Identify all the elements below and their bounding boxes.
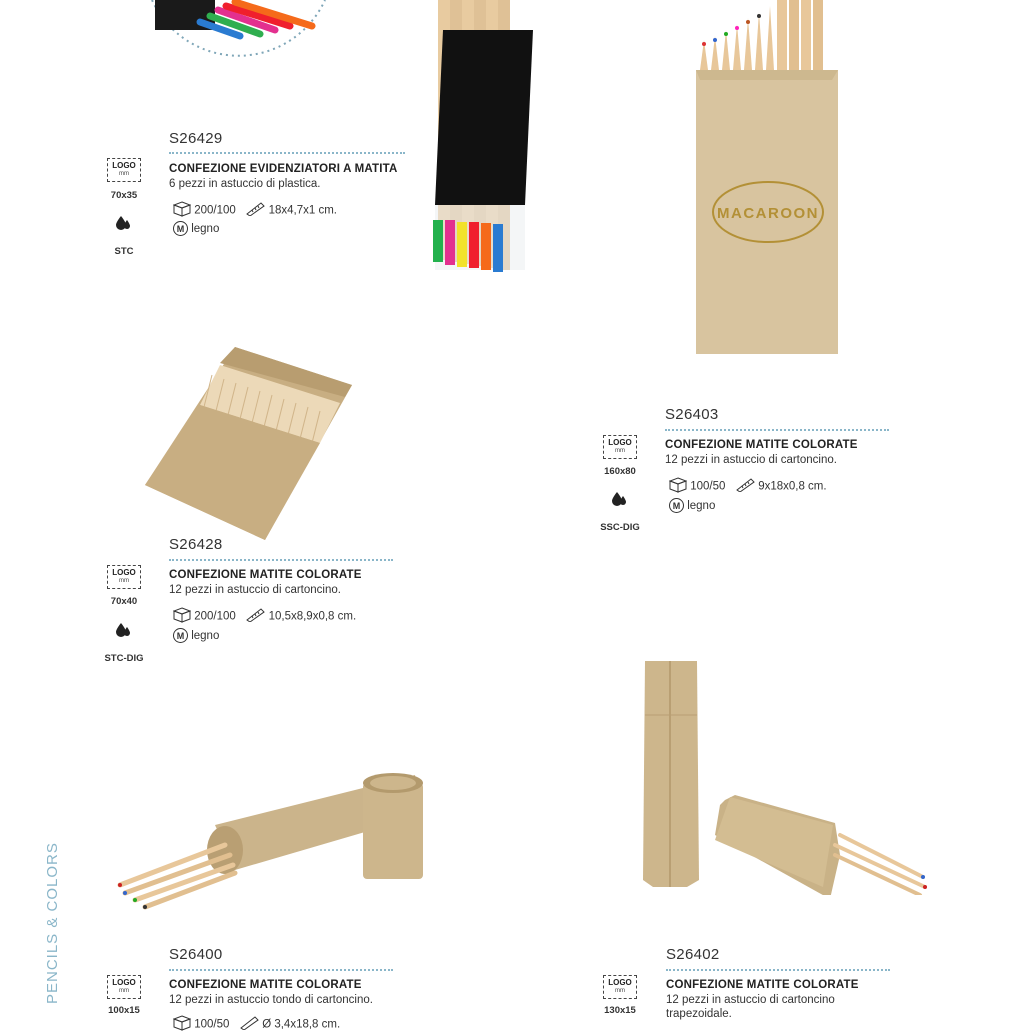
material-row (173, 221, 219, 236)
flat-pencil-pack-image (140, 345, 360, 545)
product-sku: S26402 (666, 946, 720, 963)
divider (169, 559, 393, 561)
product-sku: S26403 (665, 406, 719, 423)
pack-quantity: 100/50 (194, 1018, 230, 1031)
product-description: 6 pezzi in astuccio di plastica. (169, 178, 321, 190)
ink-drop-icon (115, 621, 133, 644)
product-size: Ø 3,4x18,8 cm. (262, 1018, 341, 1031)
macaroon-pack-image (690, 0, 840, 360)
material-text: legno (687, 500, 716, 512)
product-size: 9x18x0,8 cm. (758, 480, 827, 493)
logo-dimension: 70x40 (110, 596, 138, 607)
material-icon: M (669, 498, 684, 513)
logo-area-icon: LOGO mm (107, 565, 141, 589)
carton-icon (173, 1015, 191, 1034)
material-text: legno (191, 630, 220, 642)
pack-quantity: 200/100 (194, 204, 236, 217)
divider (666, 969, 890, 971)
logo-dimension: 70x35 (110, 190, 138, 201)
print-technique: SSC-DIG (600, 522, 640, 533)
print-technique: STC-DIG (104, 653, 144, 664)
product-title: CONFEZIONE EVIDENZIATORI A MATITA (169, 163, 398, 175)
print-technique: STC (114, 246, 134, 257)
product-description: 12 pezzi in astuccio tondo di cartoncino. (169, 994, 373, 1006)
logo-area-icon: LOGO mm (107, 975, 141, 999)
product-sku: S26428 (169, 536, 223, 553)
product-size: 10,5x8,9x0,8 cm. (268, 610, 357, 623)
ruler-icon (239, 1016, 259, 1033)
carton-icon (669, 477, 687, 496)
divider (169, 969, 393, 971)
pack-quantity: 100/50 (690, 480, 726, 493)
logo-dimension: 130x15 (604, 1005, 636, 1016)
logo-area-icon: LOGO mm (603, 975, 637, 999)
section-label: PENCILS & COLORS (44, 842, 61, 1004)
logo-dimension: 100x15 (108, 1005, 140, 1016)
spec-row (173, 607, 356, 626)
ruler-icon (245, 608, 265, 625)
product-title: CONFEZIONE MATITE COLORATE (169, 569, 362, 581)
highlighter-pack-image (425, 0, 540, 275)
logo-area-icon: LOGO mm (603, 435, 637, 459)
highlighter-zoom-image (140, 0, 340, 120)
pack-quantity: 200/100 (194, 610, 236, 623)
material-text: legno (191, 223, 220, 235)
hexagonal-pack-image (635, 655, 935, 895)
material-row (173, 628, 219, 643)
product-description: trapezoidale. (666, 1008, 732, 1020)
product-sku: S26429 (169, 130, 223, 147)
product-title: CONFEZIONE MATITE COLORATE (665, 439, 858, 451)
carton-icon (173, 201, 191, 220)
product-description: 12 pezzi in astuccio di cartoncino. (169, 584, 341, 596)
product-description: 12 pezzi in astuccio di cartoncino. (665, 454, 837, 466)
material-icon: M (173, 221, 188, 236)
material-icon: M (173, 628, 188, 643)
ink-drop-icon (115, 214, 133, 237)
product-size: 18x4,7x1 cm. (268, 204, 337, 217)
round-tube-pack-image (105, 765, 440, 910)
logo-dimension: 160x80 (604, 466, 636, 477)
spec-row (173, 1015, 340, 1034)
spec-row (173, 201, 337, 220)
macaroon-print-text: MACAROON (717, 205, 819, 222)
ruler-icon (245, 202, 265, 219)
logo-area-icon: LOGO mm (107, 158, 141, 182)
ink-drop-icon (611, 490, 629, 513)
product-sku: S26400 (169, 946, 223, 963)
product-title: CONFEZIONE MATITE COLORATE (169, 979, 362, 991)
spec-row (669, 477, 827, 496)
divider (169, 152, 405, 154)
ruler-icon (735, 478, 755, 495)
carton-icon (173, 607, 191, 626)
material-row (669, 498, 715, 513)
product-description: 12 pezzi in astuccio di cartoncino (666, 994, 835, 1006)
divider (665, 429, 889, 431)
product-title: CONFEZIONE MATITE COLORATE (666, 979, 859, 991)
